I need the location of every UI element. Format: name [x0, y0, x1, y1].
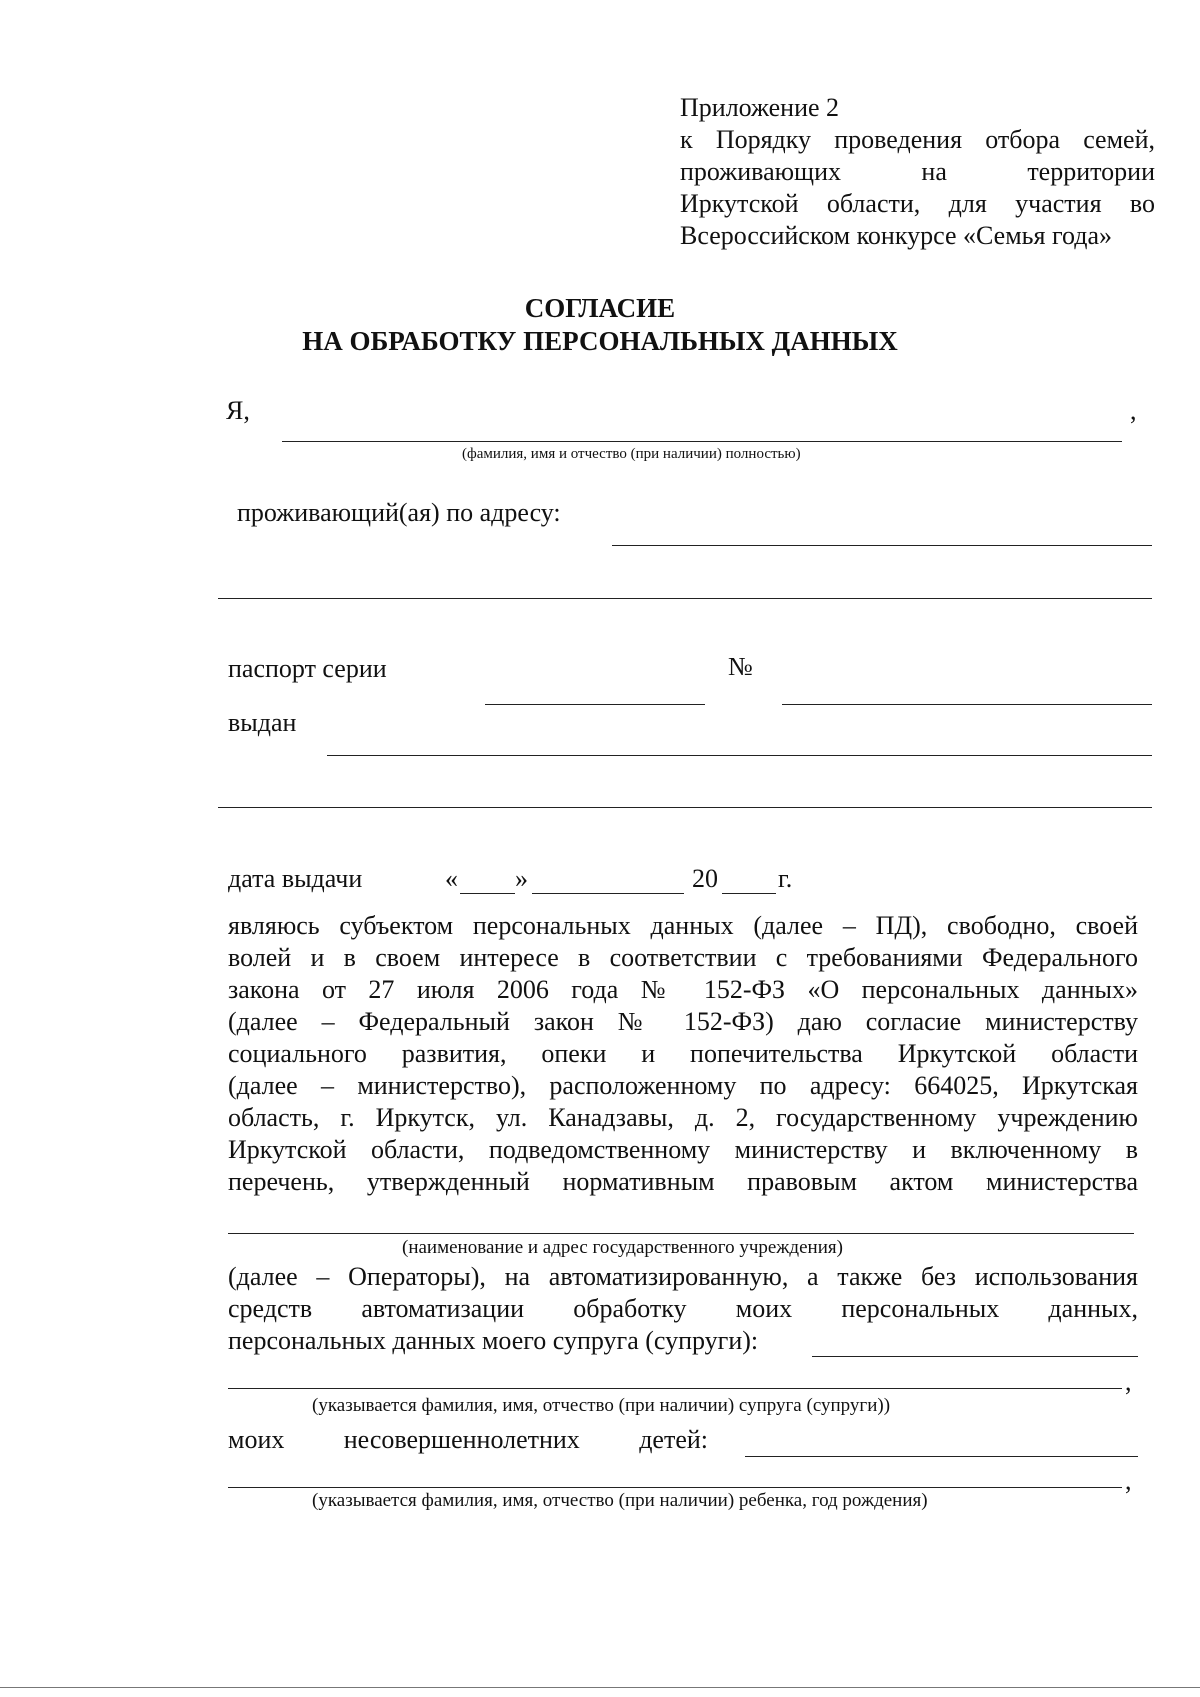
body-line: (далее – министерство), расположенному по адресу: 664025, Иркутская: [228, 1071, 1138, 1100]
day-input[interactable]: [460, 893, 515, 894]
spouse-label: персональных данных моего супруга (супруги):: [228, 1326, 759, 1355]
institution-input-line[interactable]: [228, 1233, 1134, 1234]
body-line: перечень, утвержденный нормативным правовым актом министерства: [228, 1167, 1138, 1196]
address-label: проживающий(ая) по адресу:: [237, 498, 561, 527]
spouse-input-line[interactable]: [812, 1356, 1138, 1357]
body-line: волей и в своем интересе в соответствии с требованиями Федерального: [228, 943, 1138, 972]
children-input-line[interactable]: [745, 1456, 1138, 1457]
appendix-line: к Порядку проведения отбора семей,: [680, 125, 1155, 154]
passport-number-sign: №: [728, 652, 753, 681]
body-line: закона от 27 июля 2006 года № 152-ФЗ «О персональных данных»: [228, 975, 1138, 1004]
body-line: область, г. Иркутск, ул. Канадзавы, д. 2, государственному учреждению: [228, 1103, 1138, 1132]
month-input[interactable]: [532, 893, 684, 894]
page-bottom-edge: [0, 1687, 1200, 1688]
i-label: Я,: [226, 396, 250, 425]
spouse-caption: (указывается фамилия, имя, отчество (при наличии) супруга (супруги)): [312, 1395, 891, 1416]
address-input-line[interactable]: [612, 545, 1152, 546]
operators-line-1: (далее – Операторы), на автоматизированную, а также без использования: [228, 1262, 1138, 1291]
operators-line-2: средств автоматизации обработку моих персональных данных,: [228, 1294, 1138, 1323]
issue-date-label: дата выдачи: [228, 864, 363, 893]
body-line: Иркутской области, подведомственному министерству и включенному в: [228, 1135, 1138, 1164]
issued-input-line[interactable]: [327, 755, 1152, 756]
document-subtitle: НА ОБРАБОТКУ ПЕРСОНАЛЬНЫХ ДАННЫХ: [302, 326, 898, 356]
year-input[interactable]: [722, 893, 776, 894]
appendix-number: Приложение 2: [680, 93, 840, 122]
date-open-quote: «: [445, 864, 458, 893]
comma: ,: [1125, 1466, 1132, 1495]
passport-series-label: паспорт серии: [228, 654, 387, 683]
year-suffix: г.: [778, 864, 793, 893]
body-line: являюсь субъектом персональных данных (далее – ПД), свободно, своей: [228, 911, 1138, 940]
fio-caption: (фамилия, имя и отчество (при наличии) полностью): [462, 446, 801, 462]
document-title: СОГЛАСИЕ: [524, 293, 676, 323]
passport-series-input[interactable]: [485, 704, 705, 705]
comma: ,: [1130, 396, 1137, 425]
comma: ,: [1125, 1367, 1132, 1396]
child-caption: (указывается фамилия, имя, отчество (при наличии) ребенка, год рождения): [312, 1490, 928, 1511]
date-close-quote: »: [515, 864, 528, 893]
appendix-line: Иркутской области, для участия во: [680, 189, 1155, 218]
body-line: (далее – Федеральный закон № 152-ФЗ) даю согласие министерству: [228, 1007, 1138, 1036]
issued-input-line-2[interactable]: [218, 807, 1152, 808]
appendix-block: [680, 92, 1155, 252]
issued-label: выдан: [228, 708, 297, 737]
children-input-line-2[interactable]: [228, 1487, 1122, 1488]
spouse-input-line-2[interactable]: [228, 1388, 1122, 1389]
address-input-line-2[interactable]: [218, 598, 1152, 599]
children-label: моих несовершеннолетних детей:: [228, 1425, 708, 1454]
appendix-line: проживающих на территории: [680, 157, 1155, 186]
year-prefix: 20: [692, 864, 718, 893]
institution-caption: (наименование и адрес государственного учреждения): [402, 1237, 843, 1258]
fio-input-line[interactable]: [282, 441, 1122, 442]
appendix-line: Всероссийском конкурсе «Семья года»: [680, 221, 1112, 250]
body-line: социального развития, опеки и попечительства Иркутской области: [228, 1039, 1138, 1068]
passport-number-input[interactable]: [782, 704, 1152, 705]
consent-body: [228, 910, 1138, 1198]
